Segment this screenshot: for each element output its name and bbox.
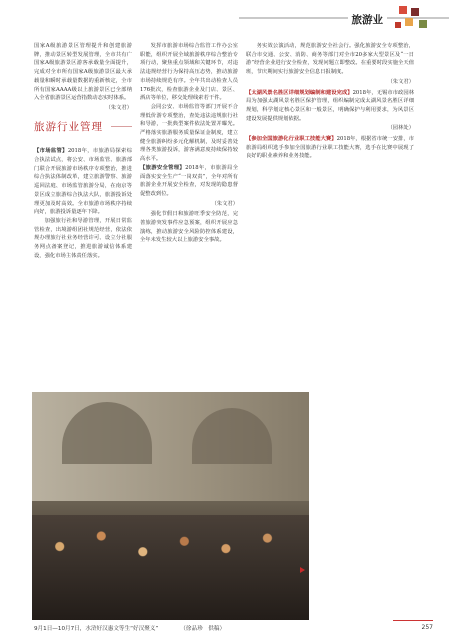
photo-caption	[34, 624, 324, 632]
section-heading	[34, 120, 132, 134]
event-photo	[32, 392, 309, 620]
section-heading-text: 旅游行业管理	[34, 120, 103, 133]
arrow-marker-icon	[300, 567, 305, 573]
section-header-title: 旅游业	[348, 12, 388, 27]
paragraph-text: 2018年，市旅游局全面落实安全生产“一岗双责”，全年对所有旅游企业开展安全检查，对发现的隐患督促整改到位。	[140, 164, 238, 197]
paragraph-text: 2018年，无锡市市政园林局为加强太湖风景名胜区保护管理，组织编制完成太湖风景名胜区详细规划，科学划定核心景区和一般景区，明确保护与利用要求，为风景区建设发展提供规划依据。	[246, 89, 414, 122]
paragraph-text: 2018年，根据省市统一安排，市旅游局组织选手参加全国旅游行业职工技能大赛，选手在比赛中展现了良好的职业素养和业务技能。	[246, 136, 414, 160]
source-note: （朱文君）	[105, 104, 132, 111]
footer-rule	[393, 620, 433, 621]
paragraph-text: 2018年，市旅游局探索综合执法试点，将公安、市场监管、旅游部门联合开展旅游市场秩序专项整治，推进综合执法体制改革，建立旅游警察、旅游巡回法庭、市场监管旅游分局，在南京等景区成立旅游综合执法大队，旅游投诉处理更加及时高效。全市旅游市场秩序持续向好，旅游投诉量逐年下降。	[34, 148, 132, 216]
lead-heading: 【市场监管】	[34, 148, 68, 155]
column-3-paragraph: 务实效公演活动，规范旅游安全社会行。强化旅游安全专项整治，联合市交通、公安、消防、商务等部门对全市20多家大型景区及“一日游”经营企业进行安全检查，发现问题立即整改。在重要时段实施全天值班，节庆期间实行旅游安全信息日报制度。	[246, 43, 414, 76]
column-2-paragraph: 会同公安、市场监管等部门开展不合理低价游专项整治，查处违法违规旅行社和导游，一批典型案件依法处置并曝光。严格落实旅游服务质量保证金制度，建立健全旅游纠纷多元化解机制，及时妥善处理各类旅游投诉，游客满意度持续保持较高水平。	[140, 103, 238, 163]
photo-crowd	[32, 515, 309, 620]
column-1-paragraph: 国家A级旅游景区管理提升和创建旅游牌，推动景区转型发展管理，全市共有广国家A级旅游景区游客承载量全面提升，完成对全市所有国家A级旅游景区最大承载量和瞬时承载量数据的重新核定，全市所有国家AAAA级以上旅游景区已全部纳入全省旅游景区运营指数动态实时体系。	[34, 43, 132, 102]
lead-heading: 【参加全国旅游化行业职工技能大赛】	[246, 136, 337, 143]
column-1-paragraph: 加强旅行社和导游管理，开展日常监管检查，出境游组团社规范经营，依法依规办理旅行社业务经营许可、设立分社服务网点备案登记，推进旅游诚信体系建设，强化市场主体责任落实。	[34, 217, 132, 259]
column-2	[140, 42, 238, 388]
decorative-squares-icon	[391, 6, 431, 36]
column-3-paragraph	[246, 89, 414, 124]
source-note: （园林处）	[387, 125, 414, 132]
column-3-paragraph	[246, 135, 414, 161]
column-2-paragraph: 强化节假日和旅游旺季安全防范，完善旅游突发事件应急预案，组织开展应急演练，推动旅游安全风险防控体系建设，全年未发生较大以上旅游安全事故。	[140, 211, 238, 244]
lead-heading: 【旅游安全管理】	[140, 164, 186, 171]
photo-caption-text: 9月1日—10月7日，水浒好汉惠文等生“好汉聚义”	[34, 626, 159, 632]
column-2-paragraph	[140, 164, 238, 199]
source-note: （朱文君）	[387, 78, 414, 85]
column-1	[34, 42, 132, 388]
source-note: （朱文君）	[211, 200, 238, 207]
section-heading-rule	[111, 126, 132, 127]
photo-credit: （徐品珍 供稿）	[180, 626, 226, 632]
column-2-paragraph: 发挥市旅游市场综合监管工作办公室职能，组织开展全域旅游秩序综合整治专项行动，聚焦重点领域和关键环节，对违法违规经营行为保持高压态势，推动旅游市场持续规范有序。全年共出动检查人员176批次，检查旅游企业及门店、景区、酒店等单位，移交处理线索若干件。	[140, 43, 238, 102]
page-number: 257	[421, 624, 433, 631]
lead-heading: 【太湖风景名胜区详细规划编制和建设完成】	[246, 89, 353, 96]
column-1-paragraph	[34, 147, 132, 217]
